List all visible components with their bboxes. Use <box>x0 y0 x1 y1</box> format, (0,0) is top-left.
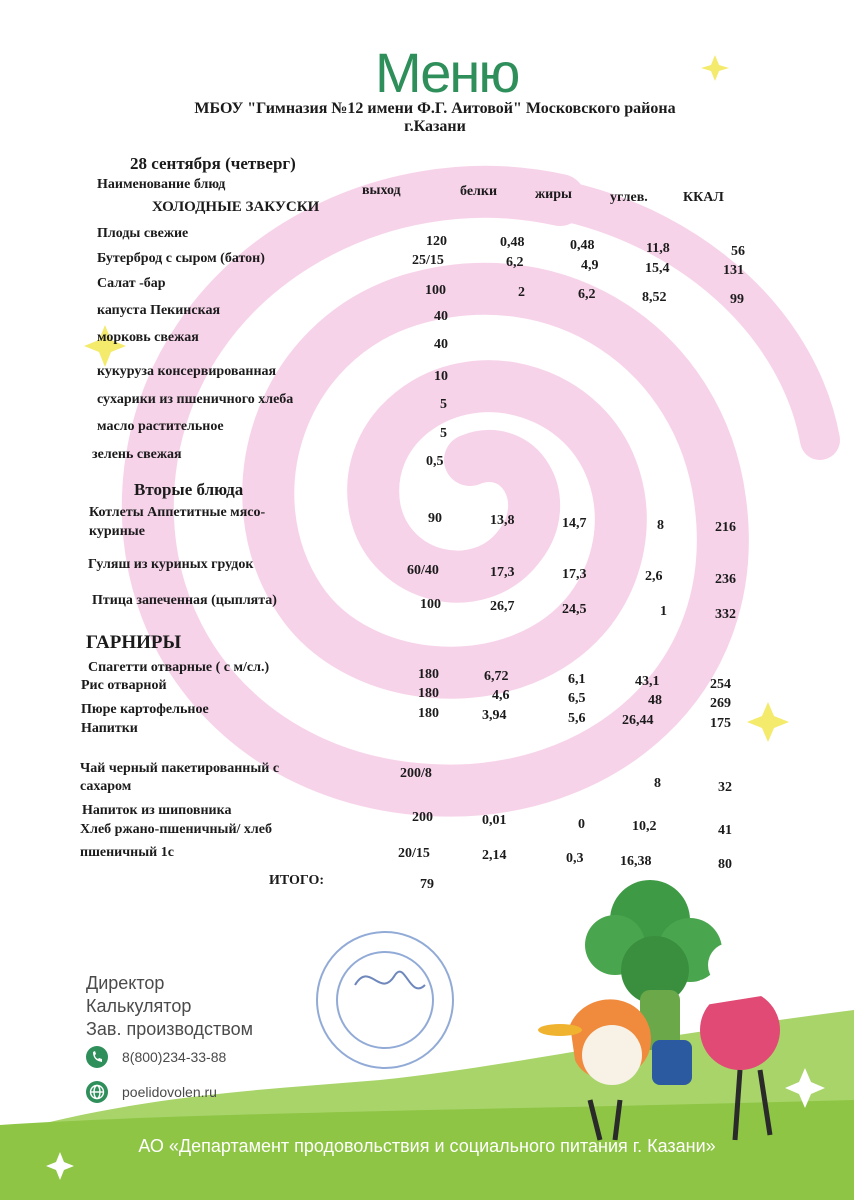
dish-name-cont: сахаром <box>80 779 132 794</box>
dish-kcal: 269 <box>710 696 731 711</box>
ingredient-output: 10 <box>434 369 448 384</box>
dish-carbs: 8 <box>654 776 661 791</box>
ingredient-name: масло растительное <box>97 419 224 434</box>
dish-carbs: 48 <box>648 693 662 708</box>
dish-protein: 26,7 <box>490 599 515 614</box>
dish-name: Салат -бар <box>97 276 166 291</box>
dish-fat: 17,3 <box>562 567 587 582</box>
dish-name: Хлеб ржано-пшеничный/ хлеб <box>80 822 272 837</box>
dish-protein: 2 <box>518 285 525 300</box>
ingredient-name: сухарики из пшеничного хлеба <box>97 392 294 407</box>
school-city: г.Казани <box>404 118 466 135</box>
ingredient-output: 5 <box>440 426 447 441</box>
dish-name: Котлеты Аппетитные мясо- <box>89 505 266 520</box>
dish-protein: 6,72 <box>484 669 509 684</box>
dish-output: 100 <box>420 597 441 612</box>
dish-kcal: 236 <box>715 572 736 587</box>
dish-kcal: 80 <box>718 857 732 872</box>
dish-carbs: 43,1 <box>635 674 660 689</box>
dish-output: 60/40 <box>407 563 439 578</box>
dish-output: 120 <box>426 234 447 249</box>
dish-kcal: 332 <box>715 607 736 622</box>
section-garnishes: ГАРНИРЫ <box>86 632 182 653</box>
section-second-courses: Вторые блюда <box>134 480 244 499</box>
col-protein-header: белки <box>460 184 498 199</box>
section-cold-snacks: ХОЛОДНЫЕ ЗАКУСКИ <box>152 199 320 215</box>
dish-output: 180 <box>418 686 439 701</box>
col-kcal-header: ККАЛ <box>683 190 724 205</box>
school-stamp <box>317 932 453 1068</box>
dish-kcal: 131 <box>723 263 744 278</box>
phone-link[interactable]: 8(800)234-33-88 <box>122 1049 227 1065</box>
dish-kcal: 32 <box>718 780 732 795</box>
total-value: 79 <box>420 877 434 892</box>
signature-production: Зав. производством <box>86 1019 253 1039</box>
dish-carbs: 8 <box>657 518 664 533</box>
dish-output: 20/15 <box>398 846 430 861</box>
dish-kcal: 41 <box>718 823 732 838</box>
ingredient-output: 40 <box>434 309 448 324</box>
dish-carbs: 16,38 <box>620 854 652 869</box>
dish-fat: 14,7 <box>562 516 587 531</box>
col-name-header: Наименование блюд <box>97 177 226 192</box>
dish-name: Птица запеченная (цыплята) <box>92 593 277 608</box>
dish-protein: 3,94 <box>482 708 507 723</box>
dish-carbs: 10,2 <box>632 819 657 834</box>
website-link[interactable]: poelidovolen.ru <box>122 1084 217 1100</box>
total-label: ИТОГО: <box>269 873 325 888</box>
dish-name: Спагетти отварные ( с м/сл.) <box>88 660 270 675</box>
ingredient-output: 0,5 <box>426 454 444 469</box>
dish-fat: 24,5 <box>562 602 587 617</box>
phone-icon <box>86 1046 108 1068</box>
dish-fat: 0,3 <box>566 851 584 866</box>
dish-name: Рис отварной <box>81 678 167 693</box>
signature-director: Директор <box>86 973 165 993</box>
ingredient-output: 40 <box>434 337 448 352</box>
dish-fat: 0 <box>578 817 585 832</box>
drinks-label: Напитки <box>81 721 138 736</box>
dish-kcal: 56 <box>731 244 745 259</box>
dish-carbs: 26,44 <box>622 713 654 728</box>
ingredient-name: капуста Пекинская <box>97 303 221 318</box>
dish-kcal: 254 <box>710 677 731 692</box>
dish-name: Гуляш из куриных грудок <box>88 557 254 572</box>
signature-calculator: Калькулятор <box>86 996 192 1016</box>
dish-protein: 0,01 <box>482 813 507 828</box>
dish-kcal: 99 <box>730 292 744 307</box>
dish-name: Пюре картофельное <box>81 702 209 717</box>
dish-carbs: 1 <box>660 604 667 619</box>
col-output-header: выход <box>362 183 401 198</box>
ingredient-output: 5 <box>440 397 447 412</box>
dish-output: 180 <box>418 706 439 721</box>
dish-carbs: 8,52 <box>642 290 667 305</box>
organization-name: АО «Департамент продовольствия и социального питания г. Казани» <box>138 1136 716 1156</box>
dish-fat: 6,5 <box>568 691 586 706</box>
dish-output: 200 <box>412 810 433 825</box>
dish-kcal: 175 <box>710 716 731 731</box>
dish-fat: 5,6 <box>568 711 586 726</box>
dish-name: Чай черный пакетированный с <box>80 761 280 776</box>
dish-fat: 0,48 <box>570 238 595 253</box>
dish-fat: 4,9 <box>581 258 599 273</box>
dish-fat: 6,1 <box>568 672 586 687</box>
col-fat-header: жиры <box>535 187 572 202</box>
school-name: МБОУ "Гимназия №12 имени Ф.Г. Аитовой" Московского района <box>194 100 676 117</box>
dish-name: Плоды свежие <box>97 226 189 241</box>
ingredient-name: морковь свежая <box>97 330 199 345</box>
dish-name-cont: пшеничный 1с <box>80 845 174 860</box>
dish-protein: 4,6 <box>492 688 510 703</box>
dish-output: 180 <box>418 667 439 682</box>
dish-carbs: 11,8 <box>646 241 670 256</box>
dish-output: 25/15 <box>412 253 444 268</box>
globe-icon <box>86 1081 108 1103</box>
dish-fat: 6,2 <box>578 287 596 302</box>
ingredient-name: кукуруза консервированная <box>97 364 277 379</box>
col-carbs-header: углев. <box>610 190 648 205</box>
dish-output: 100 <box>425 283 446 298</box>
dish-protein: 0,48 <box>500 235 525 250</box>
dish-protein: 13,8 <box>490 513 515 528</box>
dish-carbs: 15,4 <box>645 261 670 276</box>
dish-output: 200/8 <box>400 766 432 781</box>
dish-protein: 2,14 <box>482 848 507 863</box>
dish-name: Бутерброд с сыром (батон) <box>97 251 265 266</box>
dish-name: Напиток из шиповника <box>82 803 232 818</box>
menu-date: 28 сентября (четверг) <box>130 154 296 173</box>
dish-protein: 6,2 <box>506 255 524 270</box>
dish-output: 90 <box>428 511 442 526</box>
dish-name-cont: куриные <box>89 524 145 539</box>
dish-protein: 17,3 <box>490 565 515 580</box>
dish-carbs: 2,6 <box>645 569 663 584</box>
ingredient-name: зелень свежая <box>92 447 182 462</box>
menu-logo: Меню <box>375 41 519 104</box>
dish-kcal: 216 <box>715 520 736 535</box>
